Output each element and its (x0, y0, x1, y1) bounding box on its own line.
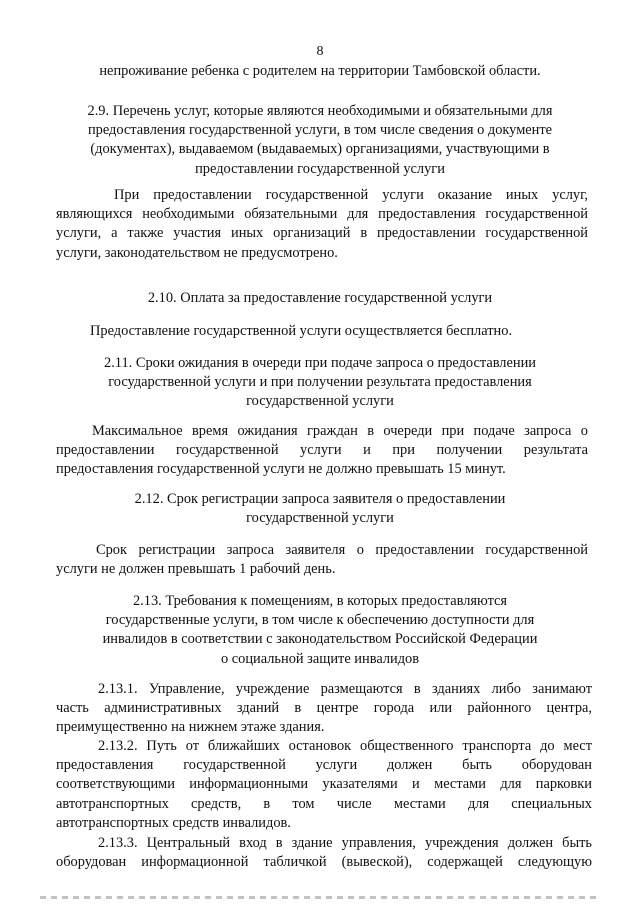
section-2-12-heading: 2.12. Срок регистрации запроса заявителя о предоставлении государственной услуги (134, 491, 506, 527)
section-2-13-heading: 2.13. Требования к помещениям, в которых предоставляются государственные услуги, в том числе к обеспечению доступности для инвалидов в соответствии с законодательством Российской Федерации о социальной защите инвалидов (102, 593, 538, 667)
paragraph-2-13-2: 2.13.2. Путь от ближайших остановок общественного транспорта до мест предоставления государственной услуги должен быть оборудован соответствующими информационными указателями и местами для парковки автотранспортных средств, в том числе местами для специальных автотранспортных средств инвалидов. (56, 738, 592, 831)
section-2-9-heading: 2.9. Перечень услуг, которые являются необходимыми и обязательными для предоставления государственной услуги, в том числе сведения о документе (документах), выдаваемом (выдаваемых) организациями, участвующими в предоставлении государственной услуги (87, 103, 553, 177)
section-2-11-body: Максимальное время ожидания граждан в очереди при подаче запроса о предоставлении государственной услуги и при получении результата предоставления государственной услуги не должно превышать 15 минут. (56, 423, 588, 478)
section-2-12-body: Срок регистрации запроса заявителя о предоставлении государственной услуги не должен превышать 1 рабочий день. (56, 542, 588, 578)
section-2-10-body: Предоставление государственной услуги осуществляется бесплатно. (90, 323, 513, 339)
paragraph-2-13-3: 2.13.3. Центральный вход в здание управления, учреждения должен быть оборудован информационной табличкой (вывеской), содержащей следующую (56, 835, 592, 871)
scan-footer-artifact (40, 896, 600, 899)
section-2-9-body: При предоставлении государственной услуги оказание иных услуг, являющихся необходимыми обязательными для предоставления государственной услуги, а также участия иных организаций в предоставлении государственной услуги, законодательством не предусмотрено. (56, 187, 588, 261)
continuation-line: непроживание ребенка с родителем на территории Тамбовской области. (99, 63, 541, 79)
page-number: 8 (316, 44, 324, 59)
paragraph-2-13-1: 2.13.1. Управление, учреждение размещаются в зданиях либо занимают часть административных зданий в центре города или районного центра, преимущественно на нижнем этаже здания. (56, 681, 592, 736)
section-2-11-heading: 2.11. Сроки ожидания в очереди при подаче запроса о предоставлении государственной услуги и при получении результата предоставления государственной услуги (104, 355, 536, 410)
section-2-10-heading: 2.10. Оплата за предоставление государственной услуги (147, 290, 493, 306)
